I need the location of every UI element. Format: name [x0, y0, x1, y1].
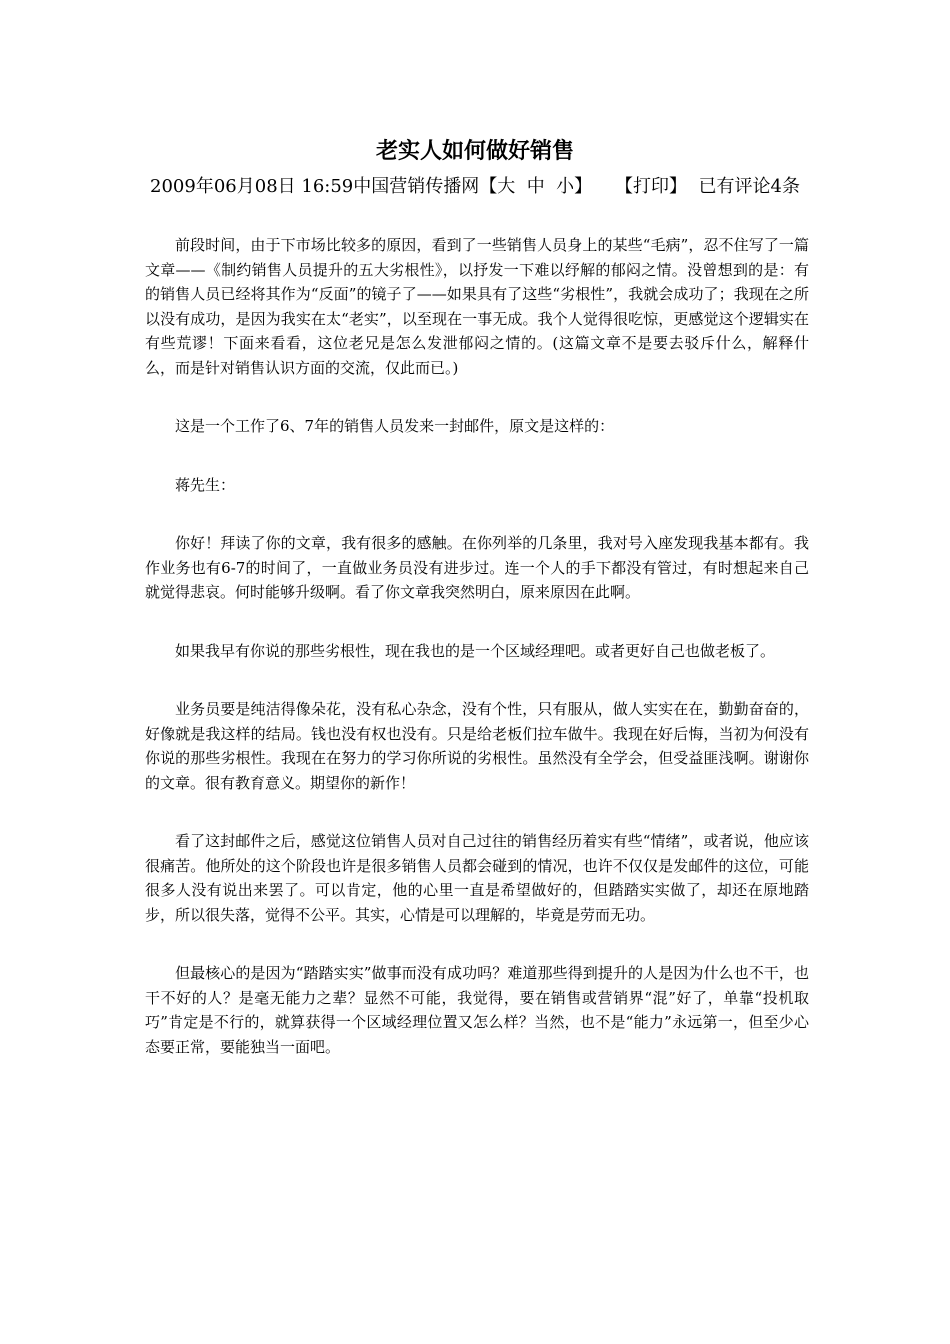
paragraph-email-intro: 这是一个工作了6、7年的销售人员发来一封邮件，原文是这样的： [175, 417, 615, 435]
paragraph-email-3: 业务员要是纯洁得像朵花，没有私心杂念，没有个性，只有服从，做人实实在在，勤勤奋奋的，好像就是我这样的结局。钱也没有权也没有。只是给老板们拉车做牛。我现在好后悔，当初为何没有你说的那些劣根性。我现在在努力的学习你所说的劣根性。虽然没有全学会，但受益匪浅啊。谢谢你的文章。很有教育意义。期望你的新作！ [145, 700, 809, 792]
font-size-large-link[interactable]: 大 [497, 176, 516, 197]
print-link[interactable]: 【打印】 [615, 176, 688, 197]
publish-datetime: 2009年06月08日 16:59 [150, 176, 354, 197]
paragraph-response-1: 看了这封邮件之后，感觉这位销售人员对自己过往的销售经历着实有些“情绪”，或者说，他应该很痛苦。他所处的这个阶段也许是很多销售人员都会碰到的情况，也许不仅仅是发邮件的这位，可能很多人没有说出来罢了。可以肯定，他的心里一直是希望做好的，但踏踏实实做了，却还在原地踏步，所以很失落，觉得不公平。其实，心情是可以理解的，毕竟是劳而无功。 [145, 832, 809, 924]
paragraph-salutation: 蒋先生： [175, 475, 236, 494]
article-meta [140, 174, 810, 200]
font-size-small-link[interactable]: 小 [556, 176, 575, 197]
article-source: 中国营销传播网 [353, 176, 480, 197]
paragraph-response-2: 但最核心的是因为“踏踏实实”做事而没有成功吗？难道那些得到提升的人是因为什么也不干，也干不好的人？是毫无能力之辈？显然不可能，我觉得，要在销售或营销界“混”好了，单靠“投机取巧”肯定是不行的，就算获得一个区域经理位置又怎么样？当然，也不是“能力”永远第一，但至少心态要正常，要能独当一面吧。 [145, 964, 809, 1056]
paragraph-email-2: 如果我早有你说的那些劣根性，现在我也的是一个区域经理吧。或者更好自己也做老板了。 [175, 641, 776, 660]
font-size-medium-link[interactable]: 中 [526, 176, 545, 197]
article-title: 老实人如何做好销售 [375, 139, 574, 164]
comments-count-link[interactable]: 已有评论4条 [698, 176, 800, 197]
paragraph-email-1: 你好！拜读了你的文章，我有很多的感触。在你列举的几条里，我对号入座发现我基本都有。我作业务也有6-7的时间了，一直做业务员没有进步过。连一个人的手下都没有管过，有时想起来自己就觉得悲哀。何时能够升级啊。看了你文章我突然明白，原来原因在此啊。 [145, 534, 809, 601]
article-body [145, 233, 809, 1093]
paragraph-intro: 前段时间，由于下市场比较多的原因，看到了一些销售人员身上的某些“毛病”，忍不住写了一篇文章——《制约销售人员提升的五大劣根性》，以抒发一下难以纾解的郁闷之情。没曾想到的是：有的销售人员已经将其作为“反面”的镜子了——如果具有了这些“劣根性”，我就会成功了；我现在之所以没有成功，是因为我实在太“老实”，以至现在一事无成。我个人觉得很吃惊，更感觉这个逻辑实在有些荒谬！下面来看看，这位老兄是怎么发泄郁闷之情的。(这篇文章不是要去驳斥什么，解释什么，而是针对销售认识方面的交流，仅此而已。) [145, 236, 809, 377]
font-size-bracket-close: 】 [574, 176, 593, 197]
font-size-bracket-open: 【 [479, 176, 498, 197]
